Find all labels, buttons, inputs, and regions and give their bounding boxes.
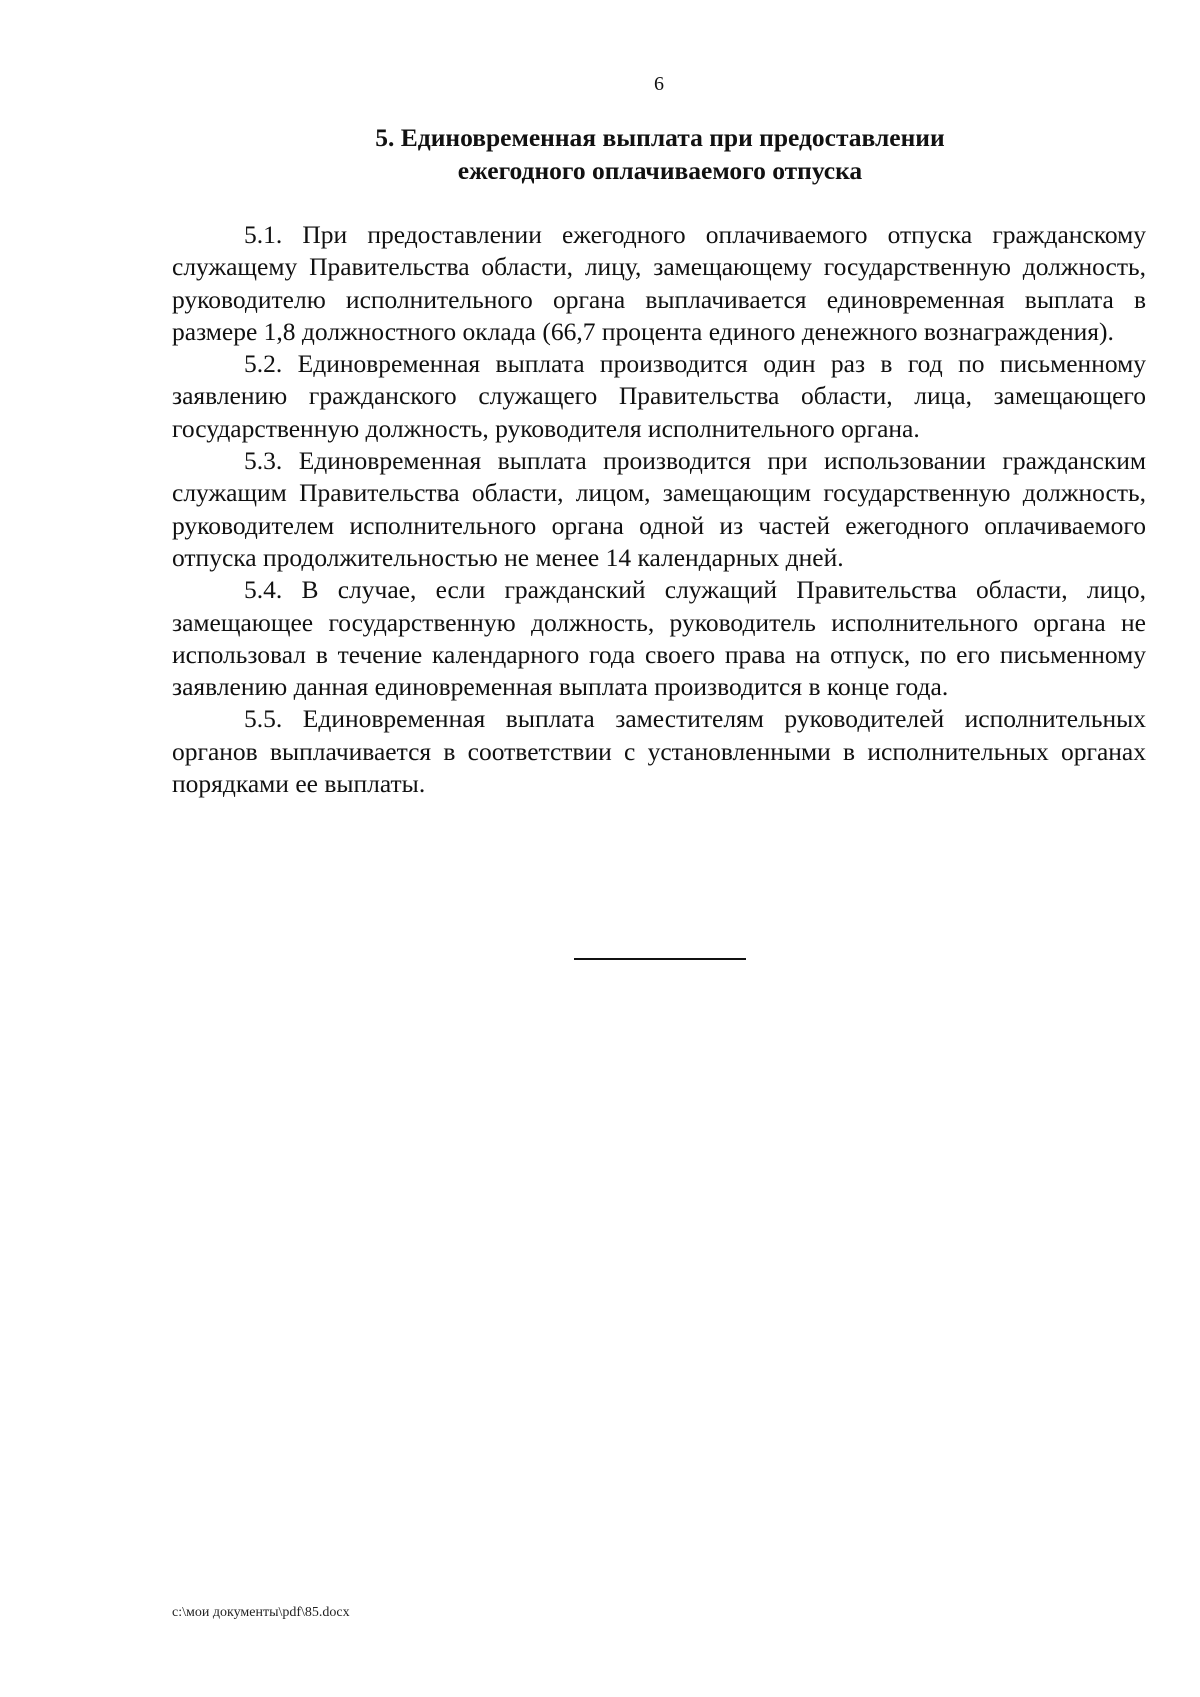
paragraph-5-1: 5.1. При предоставлении ежегодного оплачиваемого отпуска гражданскому служащему Правительства области, лицу, замещающему государственную должность, руководителю исполнительного органа выплачивается единовременная выплата в размере 1,8 должностного оклада (66,7 процента единого денежного вознаграждения). (172, 220, 1146, 346)
footer-file-path: c:\мои документы\pdf\85.docx (172, 1605, 350, 1620)
paragraph-5-2: 5.2. Единовременная выплата производится один раз в год по письменному заявлению гражданского служащего Правительства области, лица, замещающего государственную должность, руководителя исполнительного органа. (172, 349, 1146, 443)
paragraph-5-3: 5.3. Единовременная выплата производится при использовании гражданским служащим Правительства области, лицом, замещающим государственную должность, руководителем исполнительного органа одной из частей ежегодного оплачиваемого отпуска продолжительностью не менее 14 календарных дней. (172, 446, 1146, 572)
paragraph-5-4: 5.4. В случае, если гражданский служащий Правительства области, лицо, замещающее государственную должность, руководитель исполнительного органа не использовал в течение календарного года своего права на отпуск, по его письменному заявлению данная единовременная выплата производится в конце года. (172, 575, 1146, 702)
end-of-section-divider (574, 958, 746, 960)
page-number: 6 (654, 73, 664, 95)
paragraph-5-5: 5.5. Единовременная выплата заместителям руководителей исполнительных органов выплачивается в соответствии с установленными в исполнительных органах порядками ее выплаты. (172, 704, 1146, 799)
document-body (172, 219, 1146, 800)
section-title-line-2: ежегодного оплачиваемого отпуска (457, 156, 863, 185)
section-title (170, 121, 1150, 187)
section-title-line-1: 5. Единовременная выплата при предоставлении (375, 123, 945, 152)
